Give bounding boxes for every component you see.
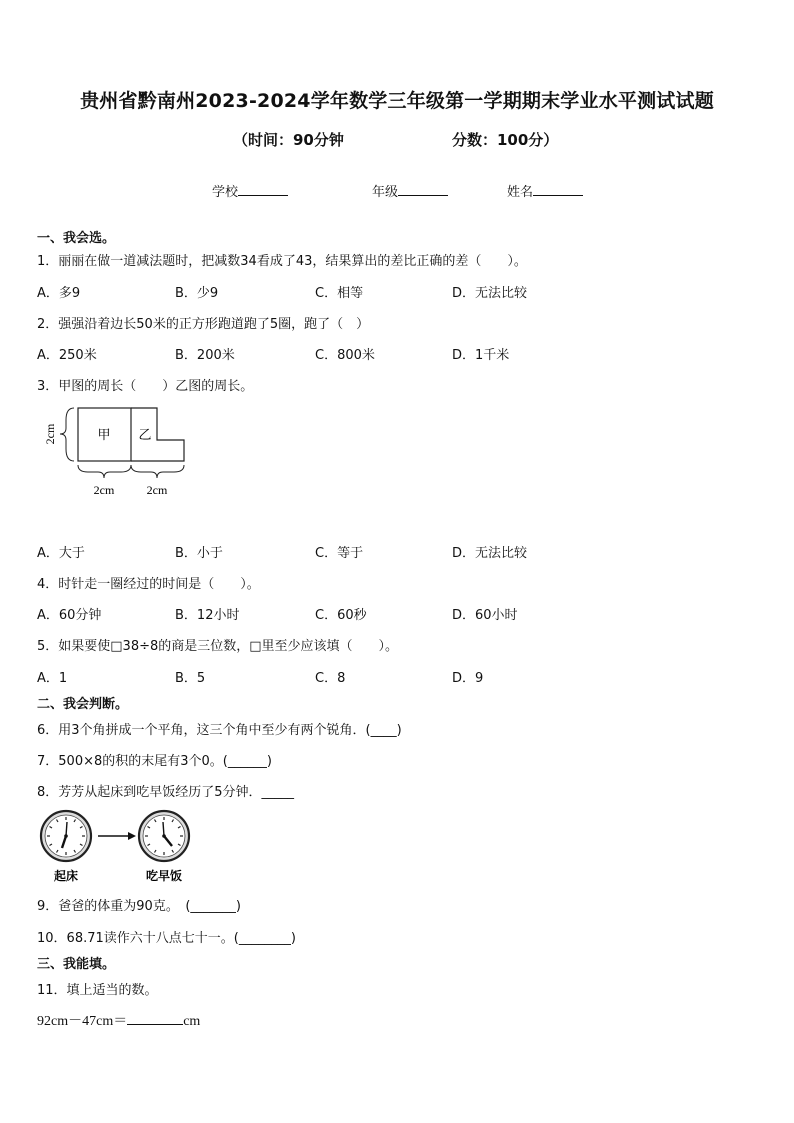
- q3-option-a: A．大于: [37, 546, 85, 561]
- q2-option-c: C．800米: [315, 348, 375, 363]
- q4-option-c: C．60秒: [315, 608, 367, 623]
- question-6: 6．用3个角拼成一个平角，这三个角中至少有两个锐角．(____): [37, 723, 402, 738]
- question-8: 8．芳芳从起床到吃早饭经历了5分钟．_____: [37, 785, 295, 800]
- section-judge: 二、我会判断。: [37, 697, 129, 712]
- question-10: 10．68.71读作六十八点七十一。(________): [37, 931, 296, 946]
- breakfast-clock-icon: [139, 811, 189, 861]
- school-field: [212, 181, 288, 200]
- name-label: 姓名: [507, 185, 534, 200]
- question-2: 2．强强沿着边长50米的正方形跑道跑了5圈，跑了（ ）: [37, 317, 370, 332]
- q5-option-d: D．9: [452, 671, 484, 686]
- q1-option-b: B．少9: [175, 286, 219, 301]
- q2-option-b: B．200米: [175, 348, 235, 363]
- q11-expression: [37, 1010, 200, 1030]
- q1-option-c: C．相等: [315, 286, 364, 301]
- q4-option-d: D．60小时: [452, 608, 518, 623]
- q11-expression-left: 92cm－47cm＝: [37, 1014, 128, 1029]
- question-1: 1．丽丽在做一道减法题时，把减数34看成了43，结果算出的差比正确的差（ ）。: [37, 254, 527, 269]
- wake-up-caption: 起床: [53, 869, 79, 883]
- shape-a-label: 甲: [97, 427, 111, 442]
- shape-b-label: 乙: [138, 427, 152, 442]
- section-fill: 三、我能填。: [37, 957, 116, 972]
- question-4: 4．时针走一圈经过的时间是（ ）。: [37, 577, 260, 592]
- perimeter-figure: [40, 402, 200, 502]
- question-7: 7．500×8的积的末尾有3个0。(______): [37, 754, 272, 769]
- question-11: 11．填上适当的数。: [37, 983, 158, 998]
- school-label: 学校: [212, 185, 239, 200]
- q5-option-a: A．1: [37, 671, 68, 686]
- left-length-label: 2cm: [43, 423, 57, 445]
- q3-option-c: C．等于: [315, 546, 364, 561]
- name-blank: [533, 182, 583, 196]
- q4-option-b: B．12小时: [175, 608, 240, 623]
- grade-blank: [398, 182, 448, 196]
- page-title: 贵州省黔南州2023-2024学年数学三年级第一学期期末学业水平测试试题: [80, 90, 714, 112]
- q2-option-a: A．250米: [37, 348, 97, 363]
- q11-answer-blank: [127, 1011, 183, 1025]
- grade-field: [372, 181, 448, 200]
- question-3: 3．甲图的周长（ ）乙图的周长。: [37, 379, 254, 394]
- q3-option-b: B．小于: [175, 546, 223, 561]
- grade-label: 年级: [372, 185, 399, 200]
- q5-option-b: B．5: [175, 671, 206, 686]
- clocks-figure: [38, 808, 198, 884]
- q1-option-a: A．多9: [37, 286, 81, 301]
- breakfast-caption: 吃早饭: [145, 869, 183, 883]
- q2-option-d: D．1千米: [452, 348, 510, 363]
- school-blank: [238, 182, 288, 196]
- q5-option-c: C．8: [315, 671, 346, 686]
- section-choice: 一、我会选。: [37, 231, 116, 246]
- q3-option-d: D．无法比较: [452, 546, 528, 561]
- q11-expression-unit: cm: [183, 1014, 201, 1029]
- arrow-right-icon: [128, 832, 136, 840]
- q1-option-d: D．无法比较: [452, 286, 528, 301]
- question-9: 9．爸爸的体重为90克。 (_______): [37, 899, 241, 914]
- bottom-length-label-2: 2cm: [146, 483, 168, 497]
- name-field: [507, 181, 583, 200]
- exam-score: 分数：100分）: [452, 131, 559, 149]
- q4-option-a: A．60分钟: [37, 608, 102, 623]
- wake-up-clock-icon: [41, 811, 91, 861]
- bottom-length-label-1: 2cm: [93, 483, 115, 497]
- exam-time: （时间：90分钟: [233, 131, 344, 149]
- question-5: 5．如果要使□38÷8的商是三位数，□里至少应该填（ ）。: [37, 639, 399, 654]
